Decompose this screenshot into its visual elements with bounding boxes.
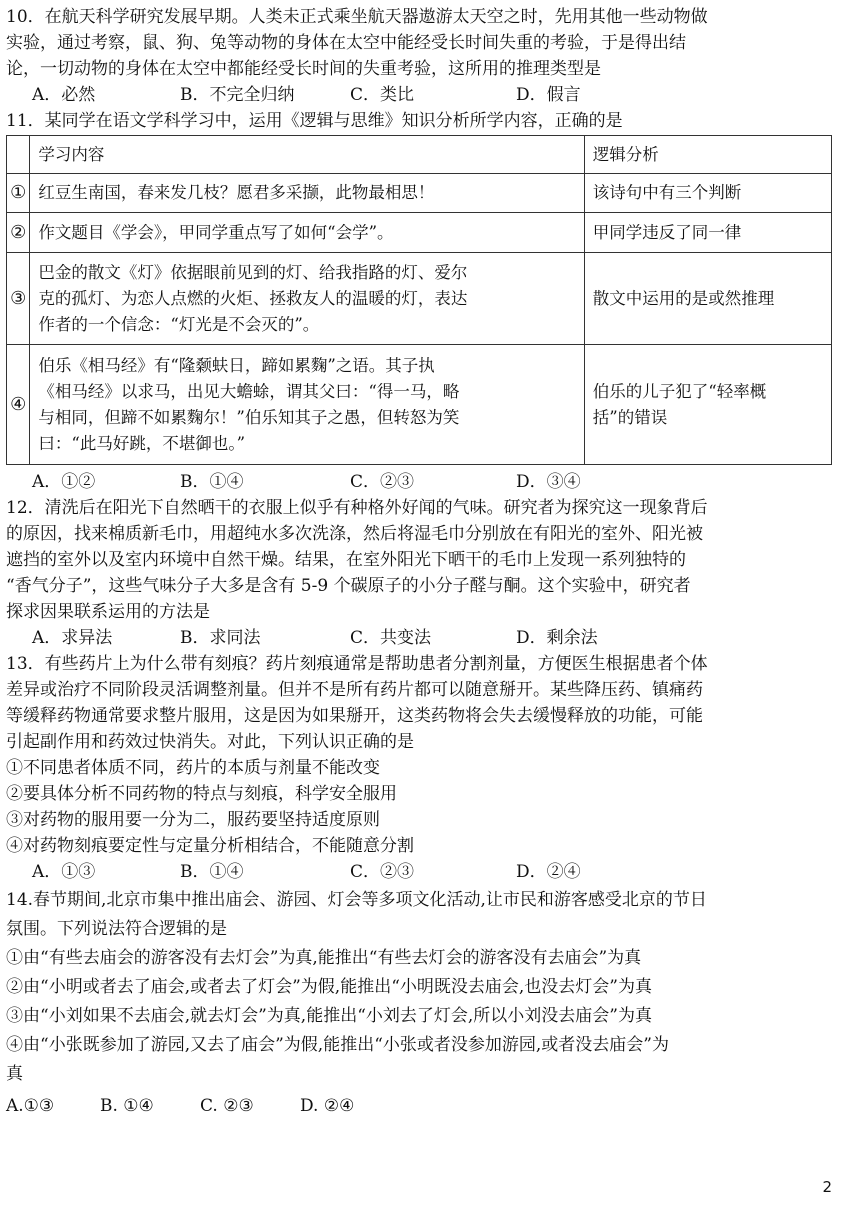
- table-header-row: [7, 136, 832, 174]
- q12-options: [32, 625, 598, 651]
- q13-line: 等缓释药物通常要求整片服用，这是因为如果掰开，这类药物将会失去缓慢释放的功能，可能: [6, 706, 703, 726]
- header-num-cell: [7, 136, 30, 174]
- table-row: [7, 253, 832, 345]
- q11-options: [32, 469, 581, 495]
- content-line: 巴金的散文《灯》依据眼前见到的灯、给我指路的灯、爱尔: [38, 262, 468, 282]
- row-content: [30, 253, 584, 345]
- option-c: C. ②③: [200, 1096, 254, 1116]
- option-b: B．①④: [180, 862, 244, 882]
- q14-statement: ①由“有些去庙会的游客没有去灯会”为真,能推出“有些去灯会的游客没有去庙会”为真: [6, 948, 642, 968]
- option-b: B．不完全归纳: [180, 85, 295, 105]
- q14-options: [6, 1093, 354, 1119]
- option-a: A.①③: [6, 1096, 55, 1116]
- q14-statement: ④由“小张既参加了游园,又去了庙会”为假,能推出“小张或者没参加游园,或者没去庙会”为: [6, 1035, 669, 1055]
- q14-line: 氛围。下列说法符合逻辑的是: [6, 919, 227, 939]
- option-d: D．假言: [516, 85, 581, 105]
- row-analysis: [584, 253, 831, 345]
- q12-line: 12．清洗后在阳光下自然晒干的衣服上似乎有种格外好闻的气味。研究者为探究这一现象背后: [6, 498, 708, 518]
- analysis-line: 甲同学违反了同一律: [592, 222, 742, 242]
- option-a: A．必然: [32, 85, 96, 105]
- q13-statement: ③对药物的服用要一分为二，服药要坚持适度原则: [6, 810, 380, 830]
- q14-statement: ③由“小刘如果不去庙会,就去灯会”为真,能推出“小刘去了灯会,所以小刘没去庙会”为真: [6, 1006, 652, 1026]
- option-d: D．②④: [516, 862, 581, 882]
- row-num: ②: [7, 213, 30, 253]
- header-content-cell: 学习内容: [30, 136, 584, 174]
- row-content: [30, 345, 584, 465]
- content-line: 曰：“此马好跳，不堪御也。”: [38, 433, 246, 453]
- option-d: D．③④: [516, 472, 581, 492]
- q13-options: [32, 859, 581, 885]
- analysis-line: 散文中运用的是或然推理: [592, 288, 775, 308]
- q10-line: 10．在航天科学研究发展早期。人类未正式乘坐航天器遨游太天空之时，先用其他一些动物做: [6, 7, 708, 27]
- q14-statement: 真: [6, 1064, 23, 1084]
- analysis-line: 该诗句中有三个判断: [592, 183, 742, 202]
- content-line: 克的孤灯、为恋人点燃的火炬、拯救友人的温暖的灯，表达: [38, 288, 468, 308]
- q13-statement: ④对药物刻痕要定性与定量分析相结合，不能随意分割: [6, 836, 414, 856]
- q13-line: 13．有些药片上为什么带有刻痕？药片刻痕通常是帮助患者分割剂量，方便医生根据患者个体: [6, 654, 708, 674]
- table-row: [7, 213, 832, 253]
- content-line: 伯乐《相马经》有“隆颡蚨日，蹄如累麴”之语。其子执: [38, 355, 435, 375]
- q11-table: [6, 135, 832, 465]
- option-c: C．②③: [350, 472, 415, 492]
- row-num: ④: [7, 345, 30, 465]
- option-c: C．类比: [350, 85, 415, 105]
- option-d: D. ②④: [300, 1096, 355, 1116]
- option-b: B．①④: [180, 472, 244, 492]
- option-a: A．求异法: [32, 628, 113, 648]
- q14-line: 14.春节期间,北京市集中推出庙会、游园、灯会等多项文化活动,让市民和游客感受北京的节日: [6, 890, 707, 910]
- row-analysis: [584, 174, 831, 213]
- q13-statement: ②要具体分析不同药物的特点与刻痕，科学安全服用: [6, 784, 397, 804]
- content-line: 作文题目《学会》，甲同学重点写了如何“会学”。: [38, 222, 394, 242]
- content-line: 与相同，但蹄不如累麴尔！”伯乐知其子之愚，但转怒为笑: [38, 407, 460, 427]
- row-content: [30, 174, 584, 213]
- q12-line: 探求因果联系运用的方法是: [6, 602, 210, 622]
- option-c: C．共变法: [350, 628, 432, 648]
- row-num: ③: [7, 253, 30, 345]
- analysis-line: 括”的错误: [592, 407, 668, 427]
- table-row: [7, 345, 832, 465]
- option-c: C．②③: [350, 862, 415, 882]
- option-d: D．剩余法: [516, 628, 598, 648]
- row-num: ①: [7, 174, 30, 213]
- q10-line: 实验，通过考察，鼠、狗、兔等动物的身体在太空中能经受长时间失重的考验，于是得出结: [6, 33, 686, 53]
- q13-statement: ①不同患者体质不同，药片的本质与剂量不能改变: [6, 758, 380, 778]
- option-a: A．①③: [32, 862, 96, 882]
- page-number: 2: [822, 1178, 832, 1196]
- q13-line: 差异或治疗不同阶段灵活调整剂量。但并不是所有药片都可以随意掰开。某些降压药、镇痛药: [6, 680, 703, 700]
- content-line: 作者的一个信念：“灯光是不会灭的”。: [38, 314, 320, 334]
- option-b: B. ①④: [100, 1096, 154, 1116]
- q12-line: 遮挡的室外以及室内环境中自然干燥。结果，在室外阳光下晒干的毛巾上发现一系列独特的: [6, 550, 686, 570]
- row-analysis: [584, 345, 831, 465]
- header-analysis-cell: 逻辑分析: [584, 136, 831, 174]
- content-line: 红豆生南国，春来发几枝？愿君多采撷，此物最相思！: [38, 183, 435, 202]
- table-row: [7, 174, 832, 213]
- q14-statement: ②由“小明或者去了庙会,或者去了灯会”为假,能推出“小明既没去庙会,也没去灯会”为真: [6, 977, 652, 997]
- analysis-line: 伯乐的儿子犯了“轻率概: [592, 381, 767, 401]
- q12-line: 的原因，找来棉质新毛巾，用超纯水多次洗涤，然后将湿毛巾分别放在有阳光的室外、阳光被: [6, 524, 703, 544]
- q12-line: “香气分子”，这些气味分子大多是含有 5-9 个碳原子的小分子醛与酮。这个实验中，研究者: [6, 576, 691, 596]
- q10-options: [32, 82, 581, 108]
- q13-line: 引起副作用和药效过快消失。对此，下列认识正确的是: [6, 732, 414, 752]
- option-b: B．求同法: [180, 628, 261, 648]
- content-line: 《相马经》以求马，出见大蟾蜍，谓其父曰：“得一马，略: [38, 381, 460, 401]
- row-analysis: [584, 213, 831, 253]
- row-content: [30, 213, 584, 253]
- option-a: A．①②: [32, 472, 96, 492]
- q10-line: 论，一切动物的身体在太空中都能经受长时间的失重考验，这所用的推理类型是: [6, 59, 601, 79]
- q11-stem: 11．某同学在语文学科学习中，运用《逻辑与思维》知识分析所学内容，正确的是: [6, 111, 623, 131]
